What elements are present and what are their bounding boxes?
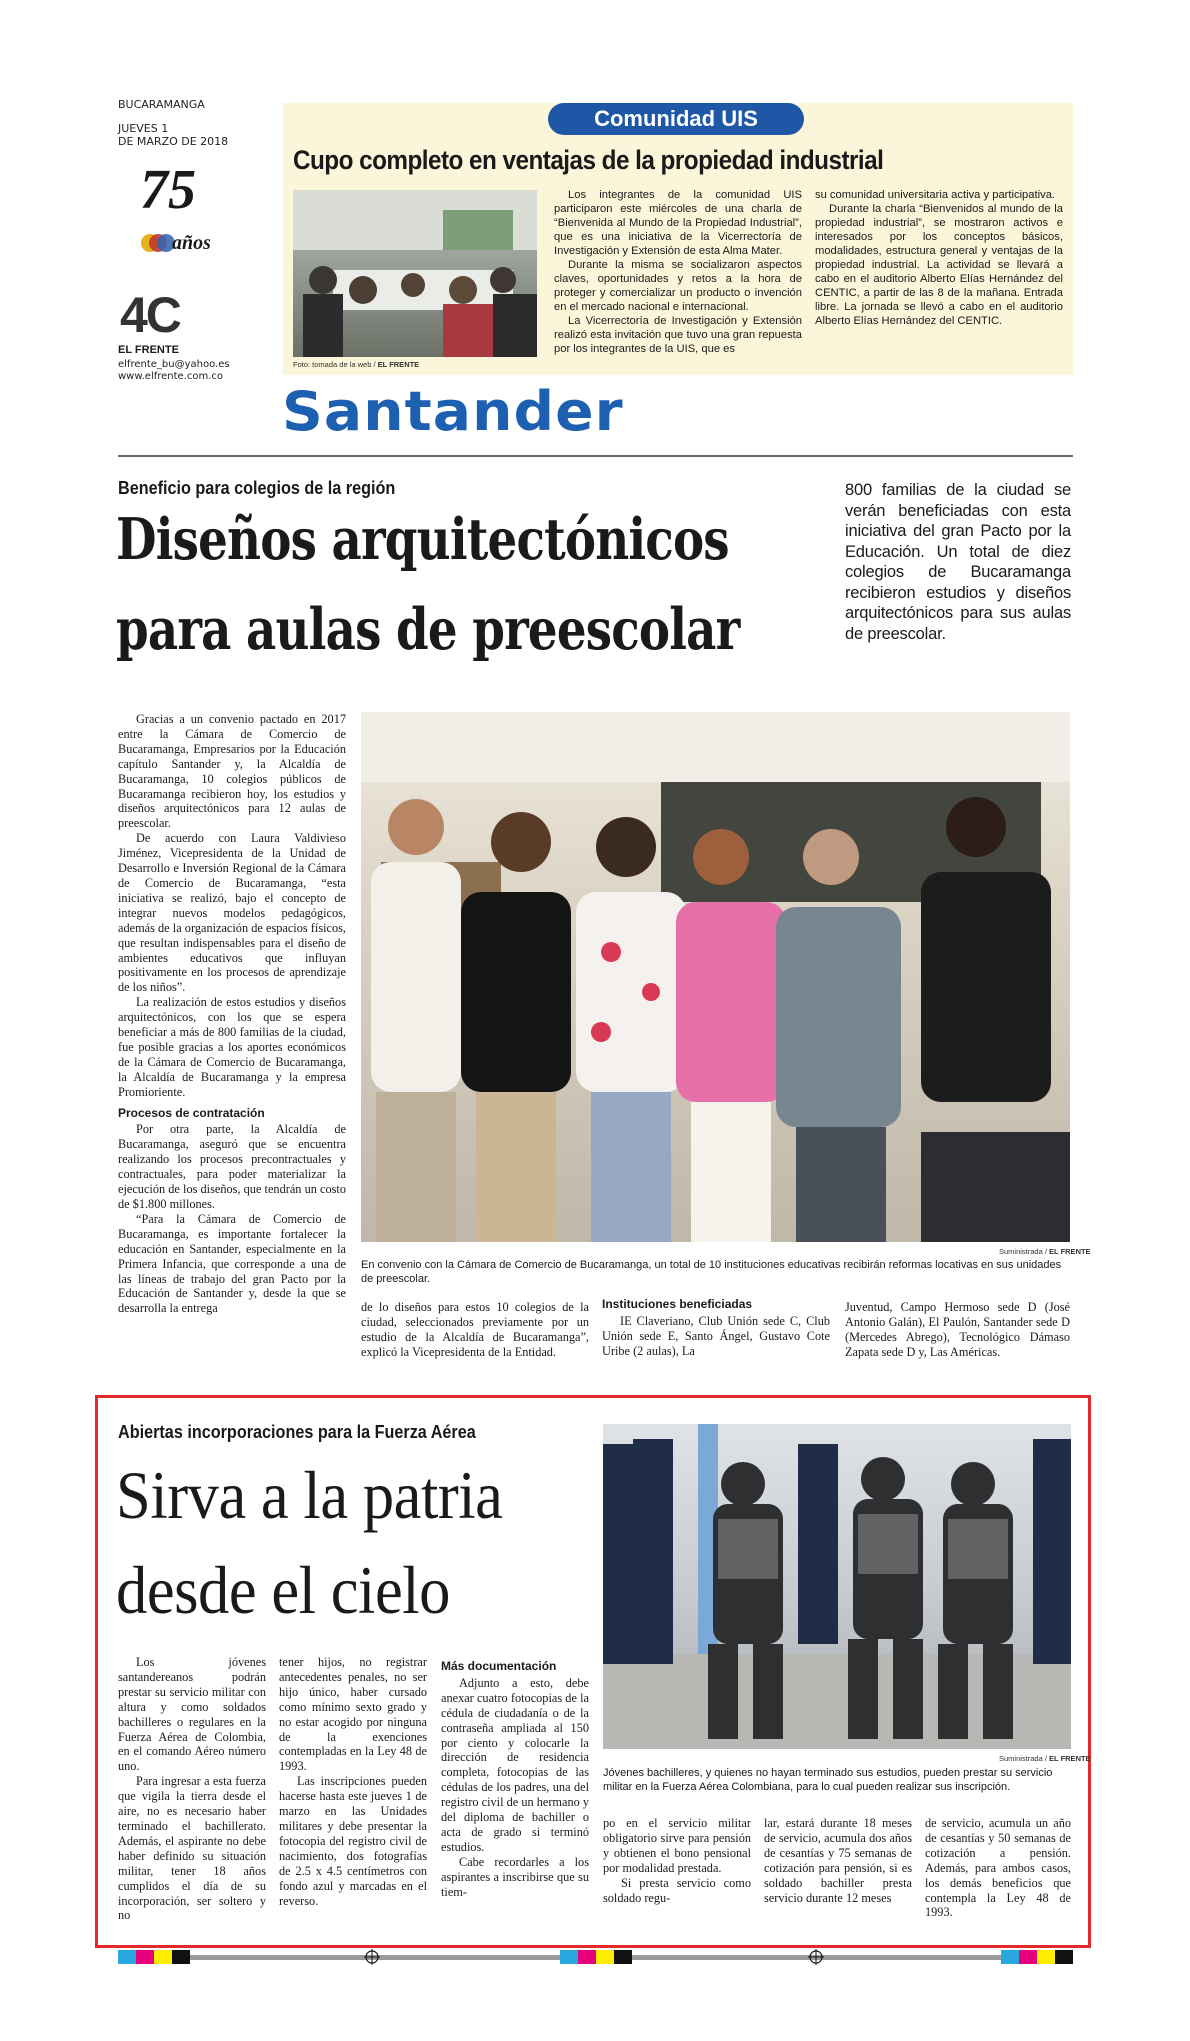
paper-website: www.elfrente.com.co	[118, 371, 224, 382]
paper-name: EL FRENTE	[118, 344, 179, 356]
date-line-1: JUEVES 1	[118, 122, 169, 135]
uis-headline: Cupo completo en ventajas de la propiedad industrial	[293, 145, 884, 175]
section-divider	[118, 455, 1073, 457]
anniversary-word: años	[172, 232, 211, 254]
date-line-2: DE MARZO DE 2018	[118, 135, 229, 148]
color-bar-right	[1001, 1950, 1073, 1964]
article2-subhead-documentacion: Más documentación	[441, 1659, 557, 1673]
uis-column-2: su comunidad universitaria activa y participativa. Durante la charla “Bienvenidos al mundo de la propiedad industrial”, se mostraron activos e interesados por los conceptos básicos, modalidades, estructura general y ventajas de la propiedad industrial. La actividad se llevará a cabo en el auditorio Alberto Elías Hernández del CENTIC, a partir de las 8 de la mañana. Entrada libre. La jornada se llevó a cabo en el auditorio Alberto Elías Hernández del CENTIC.	[815, 189, 1063, 327]
article1-subhead-instituciones: Instituciones beneficiadas	[602, 1297, 753, 1311]
article1-column-3: Instituciones beneficiadas IE Claveriano, Club Unión sede C, Club Unión sede E, Santo Ángel, Gustavo Cote Uribe (2 aulas), La	[602, 1297, 830, 1358]
article2-headline-line1: Sirva a la patria	[116, 1457, 503, 1533]
article2-column-6: de servicio, acumula un año de cesantías y 50 semanas de cotización a pensión. Además, para ambos casos, los demás beneficios que contempla la Ley 48 de 1993.	[925, 1816, 1071, 1920]
article1-headline-line1: Diseños arquitectónicos	[116, 506, 729, 573]
city-label: BUCARAMANGA	[118, 98, 205, 111]
registration-mark-icon	[808, 1949, 824, 1965]
article2-photo-credit: Suministrada / EL FRENTE	[999, 1754, 1091, 1763]
color-bar-center	[560, 1950, 632, 1964]
article2-column-3: Más documentación Adjunto a esto, debe anexar cuatro fotocopias de la cédula de ciudadanía o de la contraseña ampliada al 150 por ciento y colocarle la dirección de residencia completa, fotocopias de las cédulas de los padres, una del registro civil de un hermano y del diploma de bachiller o acta de grado si terminó estudios. Cabe recordarles a los aspirantes a inscribirse que su tiem-	[441, 1659, 589, 1899]
article1-photo-caption: En convenio con la Cámara de Comercio de Bucaramanga, un total de 10 instituciones educativas recibirán reformas locativas en sus unidades de preescolar.	[361, 1259, 1062, 1285]
uis-photo-credit: Foto: tomada de la web / EL FRENTE	[293, 360, 420, 369]
article1-headline-line2: para aulas de preescolar	[116, 596, 740, 663]
anniversary-number: 75	[140, 159, 196, 221]
article2-headline-line2: desde el cielo	[116, 1552, 451, 1628]
article1-deck: 800 familias de la ciudad se verán beneficiadas con esta iniciativa del gran Pacto por la Educación. Un total de diez colegios de Bucaramanga recibieron estudios y diseños arquitectónicos para sus aulas de preescolar.	[845, 481, 1071, 643]
uis-column-1: Los integrantes de la comunidad UIS participaron este miércoles de una charla de “Bienvenida al Mundo de la Propiedad Industrial”, que es una iniciativa de la Vicerrectoría de Investigación y Extensión de esta Alma Mater. Durante la misma se socializaron aspectos claves, oportunidades y retos a la hora de proteger y comercializar un producto o invención en el mercado nacional e internacional. La Vicerrectoría de Investigación y Extensión realizó esta invitación que tuvo una gran repuesta por los integrantes de la UIS, que es	[554, 189, 802, 355]
uis-photo	[293, 190, 537, 357]
article1-group-photo	[361, 712, 1070, 1242]
article1-column-4: Juventud, Campo Hermoso sede D (José Antonio Galán), El Paulón, Santander sede D (Mercedes Abrego), Tecnológico Dámaso Zapata sede D y, Las Américas.	[845, 1300, 1070, 1359]
section-title: Santander	[282, 380, 624, 443]
article2-photo-caption: Jóvenes bachilleres, y quienes no hayan terminado sus estudios, pueden prestar su servicio militar en la Fuerza Aérea Colombiana, para lo cual pueden realizar sus inscripción.	[603, 1767, 1053, 1793]
article2-column-5: lar, estará durante 18 meses de servicio, acumula dos años de cesantías y 75 semanas de cotización para pensión, si es soldado bachiller presta servicio durante 12 meses	[764, 1816, 912, 1905]
article1-photo-credit: Suministrada / EL FRENTE	[999, 1247, 1091, 1256]
article2-kicker: Abiertas incorporaciones para la Fuerza Aérea	[118, 1422, 476, 1442]
paper-logo: 4C	[120, 287, 180, 343]
article1-subhead-contratacion: Procesos de contratación	[118, 1105, 265, 1120]
article2-column-2: tener hijos, no registrar antecedentes penales, no ser hijo único, haber cursado como mínimo sexto grado y no estar acogido por ninguna de la exenciones contempladas en la Ley 48 de 1993. Las inscripciones pueden hacerse hasta este jueves 1 de marzo en las Unidades militares y debe presentar la fotocopia del registro civil de nacimiento, dos fotografías de 2.5 x 4.5 centímetros con fondo azul y marcadas en el reverso.	[279, 1655, 427, 1908]
uis-badge: Comunidad UIS	[548, 103, 804, 135]
color-bar-left	[118, 1950, 190, 1964]
article2-column-4: po en el servicio militar obligatorio sirve para pensión y obtienen el bono pensional por modalidad prestada. Si presta servicio como soldado regu-	[603, 1816, 751, 1905]
article2-military-photo	[603, 1424, 1071, 1749]
registration-mark-icon	[364, 1949, 380, 1965]
article1-kicker: Beneficio para colegios de la región	[118, 478, 396, 498]
article1-column-2: de lo diseños para estos 10 colegios de la ciudad, seleccionados previamente por un estudio de la Alcaldía de Bucaramanga”, explicó la Vicepresidenta de la Entidad.	[361, 1300, 589, 1359]
article2-column-1: Los jóvenes santandereanos podrán prestar su servicio militar con altura y como soldados bachilleres o regulares en la Fuerza Aérea de Colombia, en el comando Aéreo número uno. Para ingresar a esta fuerza que vigila la tierra desde el aire, no es necesario haber terminado el bachillerato. Además, el aspirante no debe haber definido su situación militar, tener 18 años cumplidos el día de su incorporación, ser soltero y no	[118, 1655, 266, 1923]
paper-email: elfrente_bu@yahoo.es	[118, 359, 230, 370]
article1-column-1: Gracias a un convenio pactado en 2017 entre la Cámara de Comercio de Bucaramanga, Empresarios por la Educación capítulo Santander y, la Alcaldía de Bucaramanga, 10 colegios públicos de Bucaramanga recibieron hoy, los estudios y diseños arquitectónicos para 12 aulas de preescolar. De acuerdo con Laura Valdivieso Jiménez, Vicepresidenta de la Unidad de Desarrollo e Inversión Regional de la Cámara de Comercio de Bucaramanga, “esta iniciativa se realizó, bajo el concepto de integrar nuevos modelos pedagógicos, además de la organización de espacios físicos, que resultan indispensables para el diseño de ambientes educativos que influyan positivamente en los procesos de aprendizaje de los niños”. La realización de estos estudios y diseños arquitectónicos, con los que se espera beneficiar a más de 800 familias de la ciudad, fue posible gracias a los aportes económicos de la Cámara de Comercio de Bucaramanga, la Alcaldía de Bucaramanga y la empresa Promioriente. Procesos de contratación Por otra parte, la Alcaldía de Bucaramanga, aseguró que se encuentra realizando los procesos precontractuales y contractuales, para poder materializar la ejecución de los diseños, que tendrán un costo de $1.800 millones. “Para la Cámara de Comercio de Bucaramanga, es importante fortalecer la educación en Santander, especialmente en la Primera Infancia, que corresponde a una de las líneas de trabajo del gran Pacto por la Educación de Santander y, desde la que se desarrolla la entrega	[118, 712, 346, 1316]
